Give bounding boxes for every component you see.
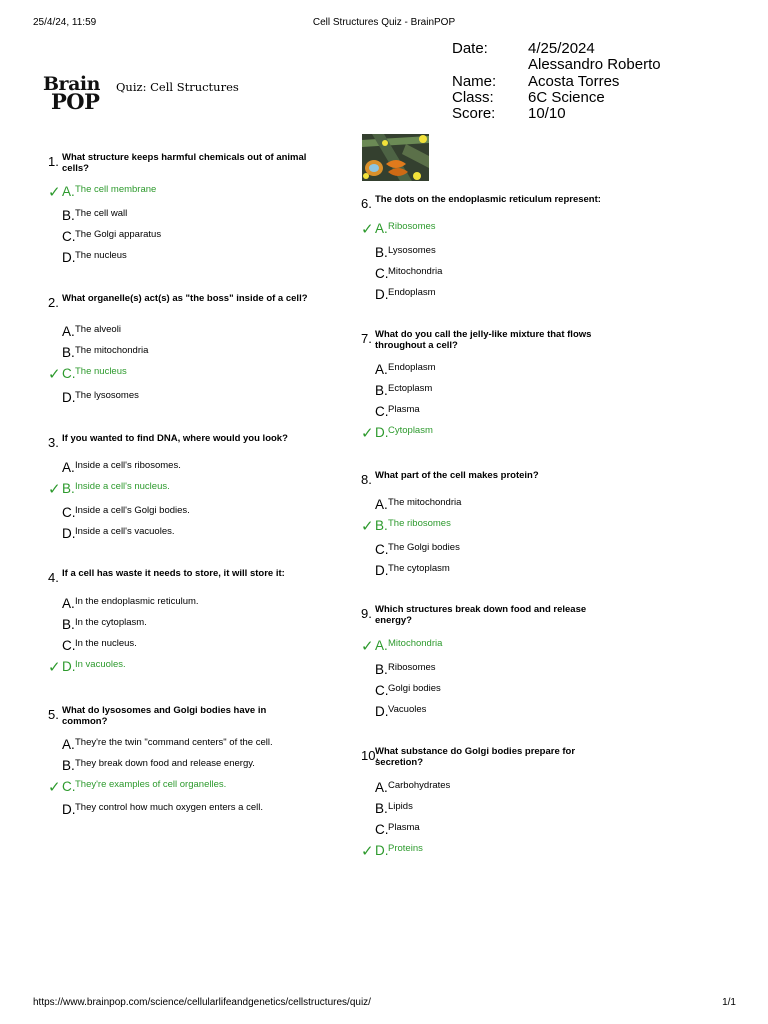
check-icon: ✓ xyxy=(48,184,61,201)
option-letter: A. xyxy=(375,362,388,377)
option-text: Inside a cell's nucleus. xyxy=(75,481,170,492)
question-text: What structure keeps harmful chemicals out of animal cells? xyxy=(62,152,307,174)
print-page-number: 1/1 xyxy=(722,997,736,1008)
option-text: Vacuoles xyxy=(388,704,427,715)
option-text: Plasma xyxy=(388,822,420,833)
date-label: Date: xyxy=(452,40,488,57)
option-letter: B. xyxy=(62,758,75,773)
option-text: They're examples of cell organelles. xyxy=(75,779,227,790)
option-letter: D. xyxy=(375,425,389,440)
score-label: Score: xyxy=(452,105,496,122)
option-text: In the cytoplasm. xyxy=(75,617,147,628)
name-label: Name: xyxy=(452,73,497,90)
option-text: They break down food and release energy. xyxy=(75,758,255,769)
option-text: The nucleus xyxy=(75,366,127,377)
option-text: In the nucleus. xyxy=(75,638,137,649)
question-6-image xyxy=(362,134,429,181)
check-icon: ✓ xyxy=(361,221,374,238)
option-letter: D. xyxy=(62,802,76,817)
option-text: In the endoplasmic reticulum. xyxy=(75,596,199,607)
name-value-line2: Acosta Torres xyxy=(528,73,620,90)
question-number: 2. xyxy=(48,295,59,310)
option-letter: D. xyxy=(62,659,76,674)
option-text: Mitochondria xyxy=(388,638,443,649)
option-text: Lipids xyxy=(388,801,413,812)
check-icon: ✓ xyxy=(48,366,61,383)
question-number: 7. xyxy=(361,331,372,346)
option-text: Lysosomes xyxy=(388,245,436,256)
option-text: Inside a cell's ribosomes. xyxy=(75,460,181,471)
option-letter: D. xyxy=(62,526,76,541)
option-letter: B. xyxy=(375,518,388,533)
option-text: The mitochondria xyxy=(75,345,149,356)
option-letter: C. xyxy=(62,505,76,520)
option-text: In vacuoles. xyxy=(75,659,126,670)
option-text: Inside a cell's vacuoles. xyxy=(75,526,175,537)
brainpop-logo xyxy=(43,73,113,114)
option-letter: B. xyxy=(62,481,75,496)
date-value: 4/25/2024 xyxy=(528,40,595,57)
option-text: The nucleus xyxy=(75,250,127,261)
check-icon: ✓ xyxy=(48,481,61,498)
class-value: 6C Science xyxy=(528,89,605,106)
option-text: They're the twin "command centers" of the cell. xyxy=(75,737,273,748)
question-text: If a cell has waste it needs to store, it will store it: xyxy=(62,568,285,579)
option-text: Cytoplasm xyxy=(388,425,433,436)
score-value: 10/10 xyxy=(528,105,566,122)
option-text: Mitochondria xyxy=(388,266,443,277)
question-text: The dots on the endoplasmic reticulum represent: xyxy=(375,194,601,205)
option-text: The lysosomes xyxy=(75,390,139,401)
option-letter: A. xyxy=(62,596,75,611)
option-letter: B. xyxy=(375,383,388,398)
option-text: Endoplasm xyxy=(388,362,436,373)
check-icon: ✓ xyxy=(361,638,374,655)
option-text: Ribosomes xyxy=(388,662,436,673)
check-icon: ✓ xyxy=(361,843,374,860)
print-datetime: 25/4/24, 11:59 xyxy=(33,17,97,28)
option-letter: A. xyxy=(375,497,388,512)
option-letter: B. xyxy=(375,801,388,816)
option-text: They control how much oxygen enters a cell. xyxy=(75,802,263,813)
option-text: Ectoplasm xyxy=(388,383,433,394)
question-number: 8. xyxy=(361,472,372,487)
option-text: The cell wall xyxy=(75,208,128,219)
question-number: 6. xyxy=(361,196,372,211)
question-text: What do you call the jelly-like mixture that flows throughout a cell? xyxy=(375,329,592,351)
option-text: The cytoplasm xyxy=(388,563,450,574)
option-letter: B. xyxy=(62,345,75,360)
question-text: What part of the cell makes protein? xyxy=(375,470,539,481)
option-letter: A. xyxy=(62,324,75,339)
quiz-title: Quiz: Cell Structures xyxy=(116,80,239,94)
check-icon: ✓ xyxy=(48,659,61,676)
option-text: Plasma xyxy=(388,404,420,415)
option-text: The cell membrane xyxy=(75,184,157,195)
option-text: The ribosomes xyxy=(388,518,451,529)
option-letter: A. xyxy=(62,184,75,199)
name-value-line1: Alessandro Roberto xyxy=(528,56,661,73)
option-letter: A. xyxy=(62,737,75,752)
question-text: What organelle(s) act(s) as "the boss" inside of a cell? xyxy=(62,293,308,304)
print-url: https://www.brainpop.com/science/cellularlifeandgenetics/cellstructures/quiz/ xyxy=(33,997,371,1008)
option-text: Golgi bodies xyxy=(388,683,441,694)
option-letter: B. xyxy=(62,208,75,223)
option-letter: A. xyxy=(375,780,388,795)
print-page-title: Cell Structures Quiz - BrainPOP xyxy=(312,17,456,28)
class-label: Class: xyxy=(452,89,494,106)
question-number: 5. xyxy=(48,707,59,722)
question-number: 4. xyxy=(48,570,59,585)
question-number: 9. xyxy=(361,606,372,621)
option-text: Inside a cell's Golgi bodies. xyxy=(75,505,190,516)
option-letter: C. xyxy=(375,542,389,557)
option-letter: C. xyxy=(375,404,389,419)
option-text: The Golgi apparatus xyxy=(75,229,162,240)
option-text: Endoplasm xyxy=(388,287,436,298)
option-letter: C. xyxy=(62,366,76,381)
option-letter: B. xyxy=(62,617,75,632)
cell-illustration xyxy=(362,134,429,181)
check-icon: ✓ xyxy=(361,425,374,442)
option-letter: D. xyxy=(375,843,389,858)
option-letter: D. xyxy=(375,704,389,719)
option-text: The Golgi bodies xyxy=(388,542,460,553)
option-letter: D. xyxy=(62,390,76,405)
option-letter: C. xyxy=(375,266,389,281)
option-letter: C. xyxy=(375,822,389,837)
question-text: If you wanted to find DNA, where would you look? xyxy=(62,433,288,444)
option-letter: C. xyxy=(62,638,76,653)
option-letter: C. xyxy=(62,229,76,244)
option-letter: D. xyxy=(375,563,389,578)
question-number: 10. xyxy=(361,748,380,763)
logo-word-brain: Brain xyxy=(43,73,100,95)
question-number: 3. xyxy=(48,435,59,450)
option-letter: A. xyxy=(62,460,75,475)
option-text: Carbohydrates xyxy=(388,780,451,791)
check-icon: ✓ xyxy=(48,779,61,796)
option-text: Ribosomes xyxy=(388,221,436,232)
option-letter: D. xyxy=(62,250,76,265)
option-letter: A. xyxy=(375,221,388,236)
option-letter: C. xyxy=(62,779,76,794)
check-icon: ✓ xyxy=(361,518,374,535)
question-text: Which structures break down food and release energy? xyxy=(375,604,587,626)
logo-word-pop: POP xyxy=(51,89,100,114)
question-text: What substance do Golgi bodies prepare for secretion? xyxy=(375,746,576,768)
option-letter: A. xyxy=(375,638,388,653)
option-letter: B. xyxy=(375,662,388,677)
option-letter: B. xyxy=(375,245,388,260)
option-letter: C. xyxy=(375,683,389,698)
option-text: Proteins xyxy=(388,843,423,854)
option-letter: D. xyxy=(375,287,389,302)
question-number: 1. xyxy=(48,154,59,169)
option-text: The mitochondria xyxy=(388,497,462,508)
option-text: The alveoli xyxy=(75,324,121,335)
question-text: What do lysosomes and Golgi bodies have in common? xyxy=(62,705,267,727)
